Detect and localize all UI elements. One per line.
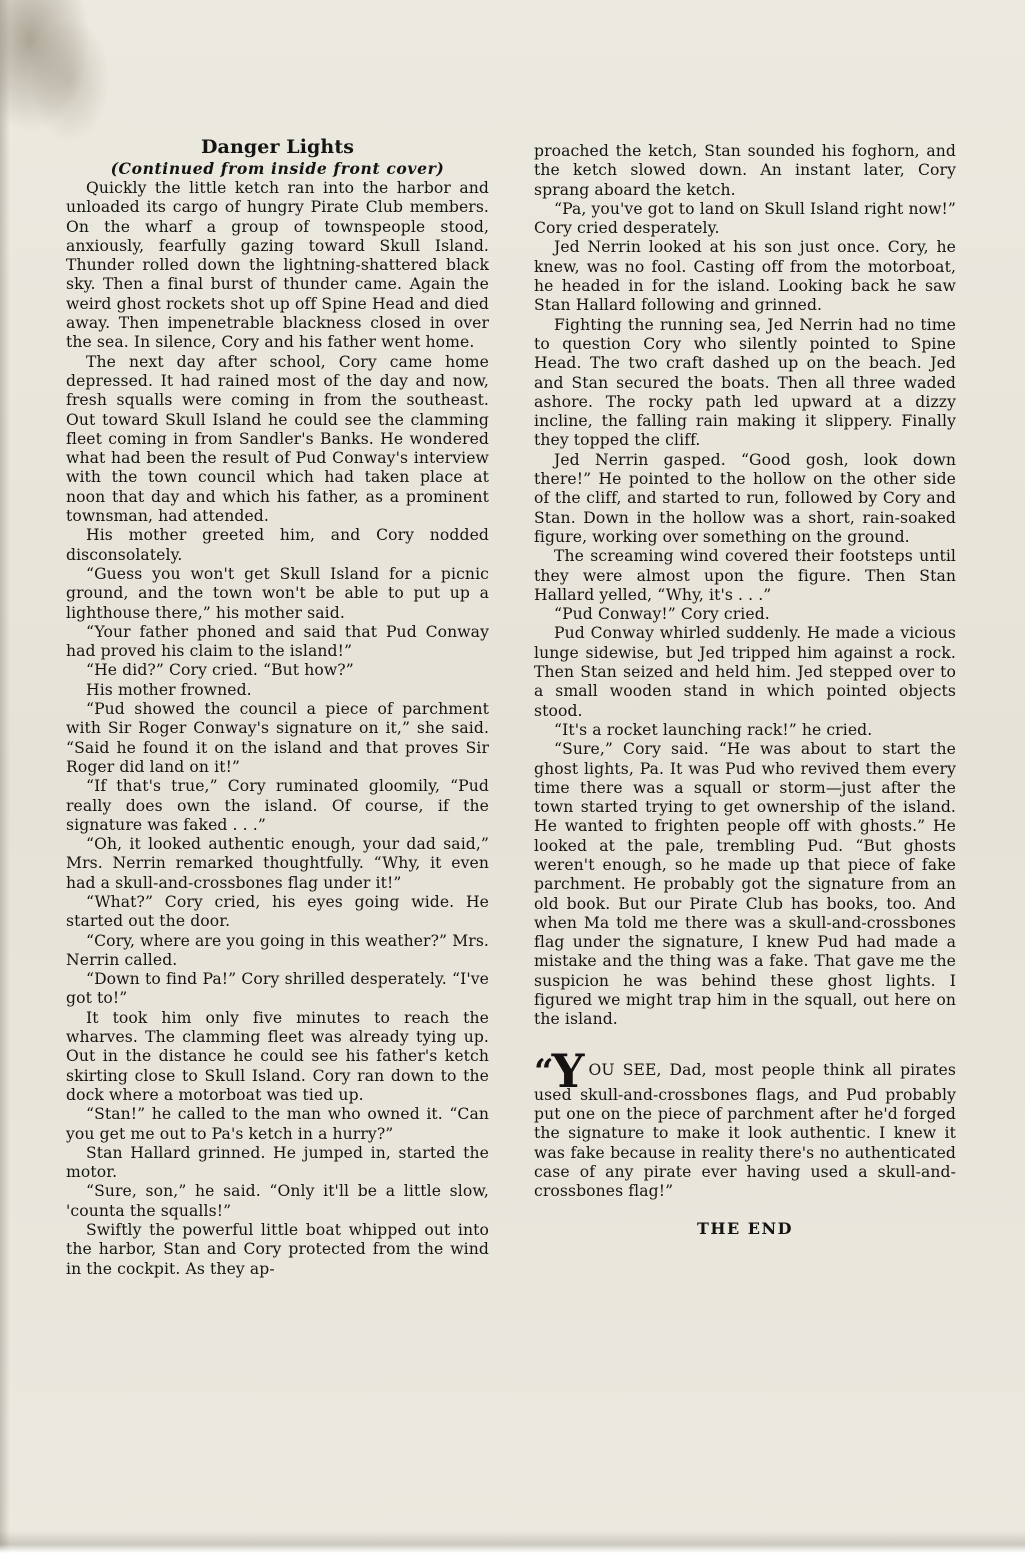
paragraph: “Sure, son,” he said. “Only it'll be a little slow, 'counta the squalls!” <box>66 1182 489 1220</box>
paragraph: “Oh, it looked authentic enough, your dad said,” Mrs. Nerrin remarked thoughtfully. “Why, it even had a skull-and-crossbones flag under it!” <box>66 835 489 892</box>
paragraph: Quickly the little ketch ran into the harbor and unloaded its cargo of hungry Pirate Club members. On the wharf a group of townspeople stood, anxiously, fearfully gazing toward Skull Island. Thunder rolled down the lightning-shattered black sky. Then a final burst of thunder came. Again the weird ghost rockets shot up off Spine Head and died away. Then impenetrable blackness closed in over the sea. In silence, Cory and his father went home. <box>66 179 489 352</box>
right-column <box>534 142 956 1239</box>
drop-quote: “ <box>534 1051 552 1092</box>
paragraph: His mother greeted him, and Cory nodded disconsolately. <box>66 526 489 564</box>
paragraph: “If that's true,” Cory ruminated gloomily, “Pud really does own the island. Of course, if the signature was faked . . .” <box>66 777 489 834</box>
page-bottom-edge <box>0 1531 1025 1553</box>
paragraph: “Pud showed the council a piece of parchment with Sir Roger Conway's signature on it,” she said. “Said he found it on the island and that proves Sir Roger did land on it!” <box>66 700 489 776</box>
paragraph: “Stan!” he called to the man who owned it. “Can you get me out to Pa's ketch in a hurry?” <box>66 1105 489 1143</box>
paragraph: “Guess you won't get Skull Island for a picnic ground, and the town won't be able to put up a lighthouse there,” his mother said. <box>66 564 489 622</box>
paragraph: “Pud Conway!” Cory cried. <box>554 605 770 624</box>
page-edge-shadow <box>0 0 10 1553</box>
the-end-label: THE END <box>697 1219 793 1239</box>
story-title: Danger Lights <box>200 136 355 158</box>
paragraph: Pud Conway whirled suddenly. He made a vicious lunge sidewise, but Jed tripped him against a rock. Then Stan seized and held him. Jed stepped over to a small wooden stand in which pointed objects stood. <box>534 624 956 720</box>
paragraph: “Cory, where are you going in this weather?” Mrs. Nerrin called. <box>66 931 489 969</box>
paragraph: “What?” Cory cried, his eyes going wide. He started out the door. <box>66 892 489 931</box>
paragraph: “Your father phoned and said that Pud Conway had proved his claim to the island!” <box>66 622 489 661</box>
paragraph: The next day after school, Cory came home depressed. It had rained most of the day and now, fresh squalls were coming in from the southeast. Out toward Skull Island he could see the clamming fleet coming in from Sandler's Banks. He wondered what had been the result of Pud Conway's interview with the town council which had taken place at noon that day and which his father, as a prominent townsman, had attended. <box>66 352 489 526</box>
left-column <box>66 135 489 1279</box>
paragraph: Fighting the running sea, Jed Nerrin had no time to question Cory who silently pointed to Spine Head. The two craft dashed up on the beach. Jed and Stan secured the boats. Then all three waded ashore. The rocky path led upward at a dizzy incline, the falling rain making it slippery. Finally they topped the cliff. <box>534 315 956 450</box>
paragraph: “Sure,” Cory said. “He was about to start the ghost lights, Pa. It was Pud who revived them every time there was a squall or storm—just after the town started trying to get ownership of the island. He wanted to frighten people off with ghosts.” He looked at the pale, trembling Pud. “But ghosts weren't enough, so he made up that piece of fake parchment. He probably got the signature from an old book. But our Pirate Club has books, too. And when Ma told me there was a skull-and-crossbones flag under the signature, I knew Pud had made a mistake and the thing was a fake. That gave me the suspicion he was behind these ghost lights. I figured we might trap him in the squall, out here on the island. <box>534 740 956 1029</box>
paragraph: His mother frowned. <box>86 680 252 699</box>
final-paragraph <box>534 1043 956 1202</box>
drop-cap-letter: Y <box>551 1043 585 1098</box>
paragraph: “Pa, you've got to land on Skull Island right now!” Cory cried desperately. <box>534 199 956 238</box>
paragraph: Jed Nerrin gasped. “Good gosh, look down there!” He pointed to the hollow on the other side of the cliff, and started to run, followed by Cory and Stan. Down in the hollow was a short, rain-soaked figure, working over something on the ground. <box>534 450 956 546</box>
paragraph: “He did?” Cory cried. “But how?” <box>86 661 354 680</box>
story-subtitle: (Continued from inside front cover) <box>110 159 445 178</box>
paragraph: “Down to find Pa!” Cory shrilled desperately. “I've got to!” <box>66 970 489 1008</box>
paragraph: Jed Nerrin looked at his son just once. Cory, he knew, was no fool. Casting off from the motorboat, he headed in for the island. Looking back he saw Stan Hallard following and grinned. <box>534 238 956 315</box>
paragraph: It took him only five minutes to reach the wharves. The clamming fleet was already tying up. Out in the distance he could see his father's ketch skirting close to Skull Island. Cory ran down to the dock where a motorboat was tied up. <box>66 1008 489 1104</box>
paragraph: “It's a rocket launching rack!” he cried. <box>554 720 873 739</box>
paragraph: Stan Hallard grinned. He jumped in, started the motor. <box>66 1143 489 1182</box>
paragraph: proached the ketch, Stan sounded his foghorn, and the ketch slowed down. An instant later, Cory sprang aboard the ketch. <box>534 142 956 199</box>
paragraph: The screaming wind covered their footsteps until they were almost upon the figure. Then Stan Hallard yelled, “Why, it's . . .” <box>534 547 956 604</box>
paragraph: Swiftly the powerful little boat whipped out into the harbor, Stan and Cory protected from the wind in the cockpit. As they ap- <box>66 1221 489 1278</box>
final-paragraph-text: OU SEE, Dad, most people think all pirates used skull-and-crossbones flags, and Pud probably put one on the piece of parchment after he'd forged the signature to make it look authentic. I knew it was fake because in reality there's no authenticated case of any pirate ever having used a skull-and-crossbones flag!” <box>534 1060 956 1201</box>
